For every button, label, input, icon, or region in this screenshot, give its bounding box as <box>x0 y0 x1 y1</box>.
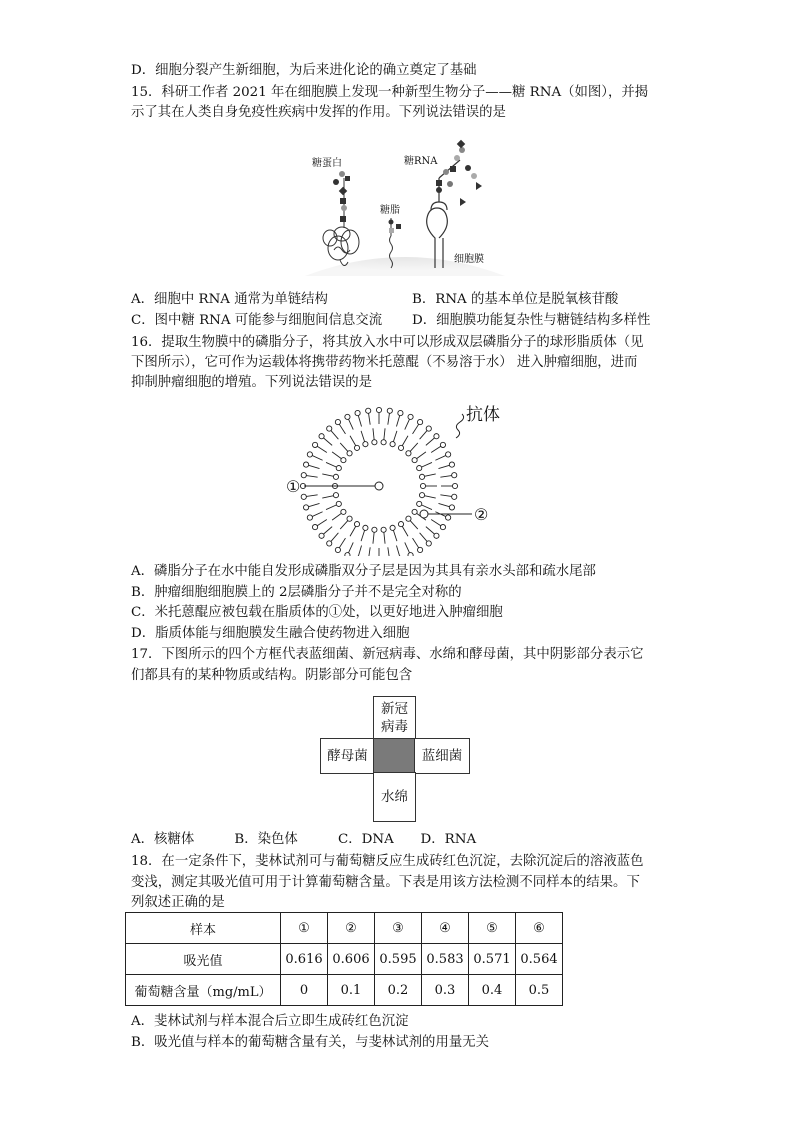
q16-option-c: C．米托蒽醌应被包载在脂质体的①处，以更好地进入肿瘤细胞 <box>131 605 503 620</box>
inner-phospholipid-head <box>341 458 346 463</box>
table-cell: 0.2 <box>375 975 422 1006</box>
q16-stem-line1: 16．提取生物膜中的磷脂分子，将其放入水中可以形成双层磷脂分子的球形脂质体（见 <box>131 335 644 350</box>
inner-phospholipid-head <box>336 466 341 471</box>
outer-phospholipid-head <box>387 408 392 413</box>
outer-phospholipid-head <box>307 515 312 520</box>
outer-phospholipid-head <box>312 524 317 529</box>
glycoprotein-sugar-chain <box>333 171 350 222</box>
table-cell: 0 <box>281 975 328 1006</box>
outer-phospholipid-head <box>312 442 317 447</box>
table-cell: 0.564 <box>516 944 563 975</box>
table-cell: 0.3 <box>422 975 469 1006</box>
outer-phospholipid-head <box>417 547 422 552</box>
inner-phospholipid-head <box>398 522 403 527</box>
glycorna-shape <box>427 160 460 268</box>
inner-phospholipid-head <box>419 474 424 479</box>
q15-option-c: C．图中糖 RNA 可能参与细胞间信息交流 <box>131 313 383 328</box>
outer-phospholipid-head <box>366 408 371 413</box>
inner-phospholipid-head <box>390 442 395 447</box>
inner-phospholipid-head <box>372 440 377 445</box>
outer-phospholipid-head <box>327 426 332 431</box>
liposome-figure <box>280 398 540 556</box>
table-header-cell: ① <box>281 913 328 944</box>
q16-stem-line3: 抑制肿瘤细胞的增殖。下列说法错误的是 <box>131 375 373 390</box>
q18-option-a: A．斐林试剂与样本混合后立即生成砖红色沉淀 <box>131 1014 409 1029</box>
glycoprotein-label: 糖蛋白 <box>312 158 342 169</box>
q15-option-d: D．细胞膜功能复杂性与糖链结构多样性 <box>412 313 651 328</box>
inner-phospholipid-head <box>341 509 346 514</box>
glucose-table <box>125 912 563 1006</box>
glycolipid-sugar-chain <box>389 220 402 234</box>
outer-phospholipid-head <box>355 410 360 415</box>
inner-phospholipid-head <box>406 516 411 521</box>
inner-phospholipid-head <box>390 525 395 530</box>
table-cell: 0.1 <box>328 975 375 1006</box>
glycorna-label: 糖RNA <box>404 156 438 167</box>
outer-phospholipid-head <box>345 414 350 419</box>
q15-option-b: B．RNA 的基本单位是脱氧核苷酸 <box>412 292 619 307</box>
box-covid-virus: 新冠 病毒 <box>373 696 416 740</box>
q18-stem-line2: 变浅，测定其吸光值可用于计算葡萄糖含量。下表是用该方法检测不同样本的结果。下 <box>131 875 640 890</box>
outer-phospholipid-head <box>319 434 324 439</box>
inner-phospholipid-head <box>333 493 338 498</box>
outer-phospholipid-head <box>303 505 308 510</box>
outer-phospholipid-head <box>434 533 439 538</box>
inner-phospholipid-head <box>412 458 417 463</box>
inner-phospholipid-head <box>363 442 368 447</box>
q17-stem-line2: 们都具有的某种物质或结构。阴影部分可能包含 <box>131 668 413 683</box>
inner-core-dot <box>375 482 383 490</box>
q16-option-a: A．磷脂分子在水中能自发形成磷脂双分子层是因为其具有亲水头部和疏水尾部 <box>131 564 596 579</box>
inner-phospholipid-head <box>406 451 411 456</box>
box-spirogyra: 水绵 <box>373 772 416 822</box>
q17-options: A．核糖体 B．染色体 C．DNA D．RNA <box>131 832 477 847</box>
table-header-cell: ④ <box>422 913 469 944</box>
inner-phospholipid-head <box>419 493 424 498</box>
table-cell: 0.595 <box>375 944 422 975</box>
outer-phospholipid-head <box>417 419 422 424</box>
table-cell: 0.606 <box>328 944 375 975</box>
outer-phospholipid-head <box>301 473 306 478</box>
outer-phospholipid-head <box>376 407 381 412</box>
table-header-cell: ⑤ <box>469 913 516 944</box>
outer-phospholipid-head <box>408 414 413 419</box>
mark-1-label: ① <box>286 477 301 496</box>
outer-phospholipid-head <box>449 505 454 510</box>
inner-phospholipid-head <box>372 527 377 532</box>
outer-phospholipid-head <box>345 553 350 556</box>
inner-phospholipid-head <box>333 474 338 479</box>
bilayer-dot <box>420 510 428 518</box>
inner-phospholipid-head <box>412 509 417 514</box>
outer-phospholipid-head <box>408 553 413 556</box>
glycorna-sugar-chain <box>436 140 482 206</box>
table-header-cell: 样本 <box>126 913 281 944</box>
antibody-shape <box>456 414 464 438</box>
table-cell: 0.4 <box>469 975 516 1006</box>
outer-phospholipid-head <box>335 419 340 424</box>
table-cell: 0.616 <box>281 944 328 975</box>
inner-phospholipid-head <box>381 527 386 532</box>
outer-phospholipid-tail <box>358 545 362 556</box>
membrane-label: 细胞膜 <box>454 254 484 265</box>
outer-phospholipid-head <box>301 494 306 499</box>
outer-phospholipid-head <box>440 524 445 529</box>
outer-phospholipid-tail <box>388 547 390 556</box>
outer-phospholipid-head <box>440 442 445 447</box>
inner-phospholipid-head <box>354 522 359 527</box>
table-cell: 0.583 <box>422 944 469 975</box>
outer-phospholipid-head <box>446 515 451 520</box>
q18-stem-line1: 18．在一定条件下，斐林试剂可与葡萄糖反应生成砖红色沉淀，去除沉淀后的溶液蓝色 <box>131 854 644 869</box>
outer-phospholipid-head <box>426 426 431 431</box>
outer-phospholipid-head <box>452 473 457 478</box>
table-header-cell: ③ <box>375 913 422 944</box>
inner-phospholipid-head <box>347 516 352 521</box>
q18-stem-line3: 列叙述正确的是 <box>131 895 225 910</box>
q17-stem-line1: 17．下图所示的四个方框代表蓝细菌、新冠病毒、水绵和酵母菌，其中阴影部分表示它 <box>131 647 644 662</box>
shaded-common-region <box>373 738 416 774</box>
outer-phospholipid-head <box>319 533 324 538</box>
outer-phospholipid-tail <box>368 547 370 556</box>
inner-phospholipid-head <box>354 445 359 450</box>
inner-phospholipid-head <box>381 440 386 445</box>
table-cell: 0.5 <box>516 975 563 1006</box>
outer-phospholipid-head <box>426 541 431 546</box>
outer-phospholipid-head <box>307 452 312 457</box>
table-row-label: 吸光值 <box>126 944 281 975</box>
q14-option-d: D．细胞分裂产生新细胞，为后来进化论的确立奠定了基础 <box>131 63 477 78</box>
box-yeast: 酵母菌 <box>320 738 375 774</box>
glycolipid-label: 糖脂 <box>380 205 400 216</box>
table-row-absorbance <box>126 944 563 975</box>
table-cell: 0.571 <box>469 944 516 975</box>
table-row-header <box>126 913 563 944</box>
inner-phospholipid-head <box>398 445 403 450</box>
table-row-label: 葡萄糖含量（mg/mL） <box>126 975 281 1006</box>
inner-phospholipid-head <box>363 525 368 530</box>
inner-phospholipid-head <box>417 466 422 471</box>
q18-option-b: B．吸光值与样本的葡萄糖含量有关，与斐林试剂的用量无关 <box>131 1035 489 1050</box>
q15-option-a: A．细胞中 RNA 通常为单链结构 <box>131 292 328 307</box>
q16-option-d: D．脂质体能与细胞膜发生融合使药物进入细胞 <box>131 626 410 641</box>
inner-phospholipid-head <box>347 451 352 456</box>
mark-2-label: ② <box>474 505 489 524</box>
outer-phospholipid-head <box>446 452 451 457</box>
antibody-label: 抗体 <box>466 405 500 425</box>
outer-phospholipid-head <box>327 541 332 546</box>
outer-phospholipid-head <box>434 434 439 439</box>
outer-phospholipid-head <box>398 410 403 415</box>
outer-phospholipid-head <box>449 462 454 467</box>
outer-phospholipid-head <box>452 494 457 499</box>
outer-phospholipid-head <box>303 462 308 467</box>
table-row-glucose <box>126 975 563 1006</box>
q16-option-b: B．肿瘤细胞细胞膜上的 2层磷脂分子并不是完全对称的 <box>131 585 462 600</box>
box-cyanobacteria: 蓝细菌 <box>414 738 470 774</box>
table-header-cell: ⑥ <box>516 913 563 944</box>
inner-phospholipid-head <box>417 501 422 506</box>
q15-stem-line1: 15．科研工作者 2021 年在细胞膜上发现一种新型生物分子——糖 RNA（如图），并揭 <box>131 85 649 100</box>
inner-phospholipid-head <box>336 501 341 506</box>
table-header-cell: ② <box>328 913 375 944</box>
outer-phospholipid-head <box>452 483 457 488</box>
q16-stem-line2: 下图所示），它可作为运载体将携带药物米托蒽醌（不易溶于水） 进入肿瘤细胞，进而 <box>131 355 638 370</box>
outer-phospholipid-tail <box>396 545 400 556</box>
glycorna-figure <box>300 138 510 276</box>
inner-phospholipid-head <box>420 483 425 488</box>
q15-stem-line2: 示了其在人类自身免疫性疾病中发挥的作用。下列说法错误的是 <box>131 105 506 120</box>
outer-phospholipid-head <box>335 547 340 552</box>
